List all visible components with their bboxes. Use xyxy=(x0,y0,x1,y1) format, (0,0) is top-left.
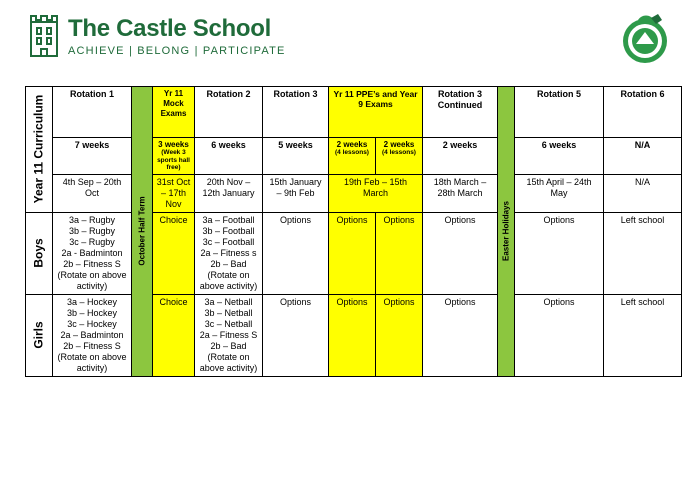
list-item: 2b – Bad xyxy=(210,258,247,269)
boys-rotation-1 xyxy=(53,212,132,294)
list-item: 3b – Football xyxy=(202,225,255,236)
dates-ppe: 19th Feb – 15th March xyxy=(329,174,423,212)
header-rotation-6: Rotation 6 xyxy=(604,87,682,138)
weeks-ppe-b: 2 weeks xyxy=(383,140,415,149)
boys-rotation-3: Options xyxy=(263,212,329,294)
list-item: 3c – Football xyxy=(202,236,255,247)
october-half-term-bar xyxy=(132,87,153,377)
girls-rotation-1 xyxy=(53,294,132,376)
list-item: (Rotate on above activity) xyxy=(199,269,258,291)
curriculum-label: Year 11 Curriculum xyxy=(31,94,46,204)
girls-label: Girls xyxy=(31,321,46,349)
weeks-ppe-b-note: (4 lessons) xyxy=(382,149,416,156)
boys-rotation-5: Options xyxy=(515,212,604,294)
weeks-rotation-5: 6 weeks xyxy=(515,138,604,175)
girls-label-cell xyxy=(26,294,53,376)
list-item: 2a - Badminton xyxy=(61,247,123,258)
header-rotation-3: Rotation 3 xyxy=(263,87,329,138)
girls-rotation-3: Options xyxy=(263,294,329,376)
list-item: 2a – Badminton xyxy=(60,329,124,340)
girls-row xyxy=(26,294,682,376)
list-item: 3a – Netball xyxy=(204,296,253,307)
list-item: (Rotate on above activity) xyxy=(57,351,127,373)
curriculum-label-cell xyxy=(26,87,53,213)
boys-label-cell xyxy=(26,212,53,294)
crest-icon xyxy=(618,12,672,66)
list-item: 2b – Bad xyxy=(210,340,247,351)
header-ppe-exams: Yr 11 PPE’s and Year 9 Exams xyxy=(329,87,423,138)
weeks-rotation-3: 5 weeks xyxy=(263,138,329,175)
dates-rotation-5: 15th April – 24th May xyxy=(515,174,604,212)
header-rotation-2: Rotation 2 xyxy=(195,87,263,138)
weeks-rotation-2: 6 weeks xyxy=(195,138,263,175)
easter-holidays-label: Easter Holidays xyxy=(501,201,511,262)
october-half-term-label: October Half Term xyxy=(137,196,147,266)
dates-row xyxy=(26,174,682,212)
girls-rotation-2 xyxy=(195,294,263,376)
dates-rotation-3-continued: 18th March – 28th March xyxy=(423,174,498,212)
list-item: 3c – Netball xyxy=(204,318,253,329)
list-item: 3a – Football xyxy=(202,214,255,225)
list-item: 2b – Fitness S xyxy=(63,340,121,351)
weeks-ppe-a-cell xyxy=(329,138,376,175)
list-item: 3b – Hockey xyxy=(66,307,118,318)
header-row xyxy=(26,87,682,138)
girls-rotation-5: Options xyxy=(515,294,604,376)
dates-rotation-1: 4th Sep – 20th Oct xyxy=(53,174,132,212)
castle-logo-icon xyxy=(28,14,60,58)
list-item: (Rotate on above activity) xyxy=(57,269,127,291)
header-rotation-1: Rotation 1 xyxy=(53,87,132,138)
weeks-row xyxy=(26,138,682,175)
header-mock-exams: Yr 11 Mock Exams xyxy=(153,87,195,138)
list-item: 2b – Fitness S xyxy=(63,258,121,269)
list-item: 3c – Rugby xyxy=(69,236,115,247)
girls-ppe-b: Options xyxy=(376,294,423,376)
weeks-ppe-b-cell xyxy=(376,138,423,175)
girls-mock: Choice xyxy=(153,294,195,376)
dates-rotation-2: 20th Nov – 12th January xyxy=(195,174,263,212)
header-rotation-5: Rotation 5 xyxy=(515,87,604,138)
girls-rotation-3-continued: Options xyxy=(423,294,498,376)
list-item: 3a – Hockey xyxy=(66,296,118,307)
list-item: 2a – Fitness s xyxy=(200,247,257,258)
boys-ppe-b: Options xyxy=(376,212,423,294)
dates-rotation-6: N/A xyxy=(604,174,682,212)
boys-mock: Choice xyxy=(153,212,195,294)
list-item: 3c – Hockey xyxy=(67,318,117,329)
weeks-rotation-1: 7 weeks xyxy=(53,138,132,175)
boys-ppe-a: Options xyxy=(329,212,376,294)
list-item: 2a – Fitness S xyxy=(199,329,258,340)
school-tagline: ACHIEVE | BELONG | PARTICIPATE xyxy=(68,45,286,57)
header-rotation-3-continued: Rotation 3 Continued xyxy=(423,87,498,138)
boys-rotation-6: Left school xyxy=(604,212,682,294)
boys-row xyxy=(26,212,682,294)
list-item: 3b – Netball xyxy=(204,307,253,318)
weeks-mock-note: (Week 3 sports hall free) xyxy=(157,149,190,171)
list-item: (Rotate on above activity) xyxy=(199,351,258,373)
brand xyxy=(68,14,286,58)
dates-rotation-3: 15th January – 9th Feb xyxy=(263,174,329,212)
weeks-rotation-6: N/A xyxy=(604,138,682,175)
list-item: 3b – Rugby xyxy=(68,225,116,236)
list-item: 3a – Rugby xyxy=(68,214,116,225)
page-header xyxy=(28,12,678,72)
school-name: The Castle School xyxy=(68,15,271,42)
dates-mock: 31st Oct – 17th Nov xyxy=(153,174,195,212)
easter-holidays-bar xyxy=(498,87,515,377)
rotation-table xyxy=(25,86,682,377)
girls-rotation-6: Left school xyxy=(604,294,682,376)
weeks-mock-cell xyxy=(153,138,195,175)
weeks-mock: 3 weeks xyxy=(158,140,189,149)
boys-rotation-3-continued: Options xyxy=(423,212,498,294)
weeks-ppe-a-note: (4 lessons) xyxy=(335,149,369,156)
boys-rotation-2 xyxy=(195,212,263,294)
boys-label: Boys xyxy=(31,238,46,268)
girls-ppe-a: Options xyxy=(329,294,376,376)
weeks-ppe-a: 2 weeks xyxy=(336,140,368,149)
weeks-rotation-3-continued: 2 weeks xyxy=(423,138,498,175)
